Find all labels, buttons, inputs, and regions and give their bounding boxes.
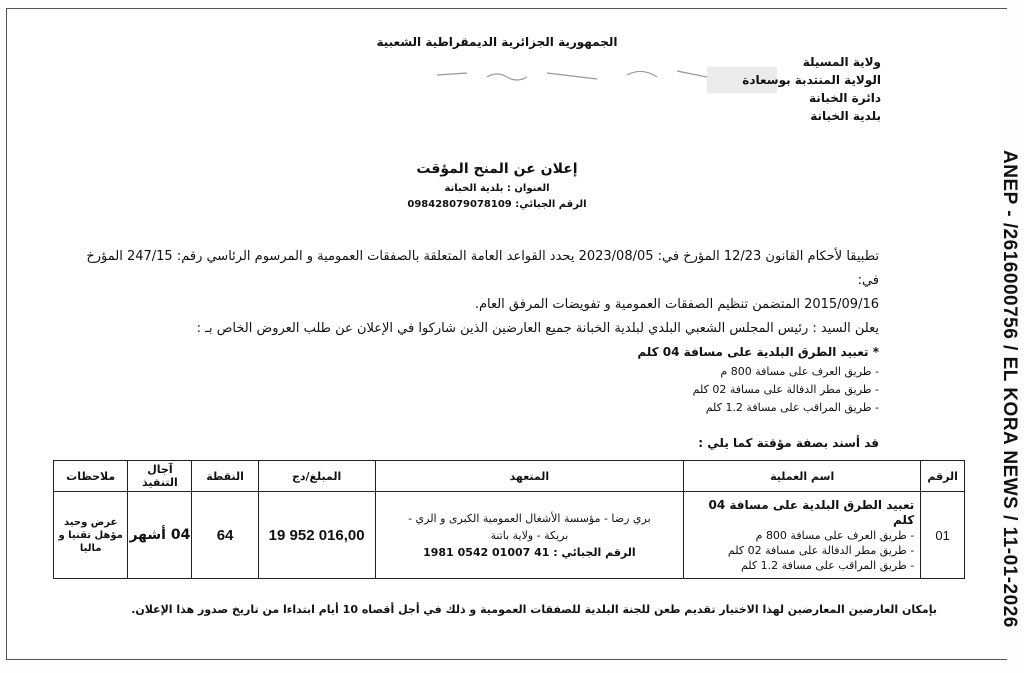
document-page [6, 8, 1007, 660]
body-text [79, 245, 879, 455]
side-stamp-text: ANEP - /2616000756 / EL KORA NEWS / 11-01-2026 [999, 150, 1020, 628]
contractor-line2: بريكة - ولاية باتنة [490, 528, 569, 542]
table-header-row [54, 461, 965, 492]
tender-subitem: - طريق العرف على مسافة 800 م [720, 365, 879, 378]
header-line-daira: دائرة الخبانة [809, 91, 881, 105]
issuer-block [621, 53, 881, 125]
body-paragraph-2: 2015/09/16 المتضمن تنظيم الصفقات العمومية و تفويضات المرفق العام. [474, 297, 879, 312]
col-delay: آجال التنفيذ [128, 461, 192, 492]
award-intro: قد أسند بصفة مؤقتة كما يلي : [698, 436, 879, 450]
page-title: إعلان عن المنح المؤقت [416, 161, 578, 177]
project-main: تعبيد الطرق البلدية على مسافة 04 كلم [708, 497, 915, 527]
contractor-line1: بري رضا - مؤسسة الأشغال العمومية الكبرى و الري - [408, 511, 651, 525]
body-paragraph-1: تطبيقا لأحكام القانون 12/23 المؤرخ في: 2023/08/05 يحدد القواعد العامة المتعلقة بالصفقات العمومية و المرسوم الرئاسي رقم: 247/15 المؤرخ في: [86, 249, 879, 288]
tender-subitem: - طريق المراقب على مسافة 1.2 كلم [705, 401, 879, 414]
cell-contractor [375, 492, 683, 579]
republic-heading: الجمهورية الجزائرية الديمقراطية الشعبية [376, 35, 618, 49]
header-line-delegate: الولاية المنتدبة بوسعادة [742, 73, 881, 87]
side-stamp [991, 150, 1024, 670]
award-table [53, 460, 965, 579]
cell-delay: 04 أشهر [128, 492, 192, 579]
col-score: النقطة [192, 461, 258, 492]
col-notes: ملاحظات [54, 461, 128, 492]
header-line-commune: بلدية الخبانة [810, 109, 881, 123]
footer-notice: بإمكان العارضين المعارضين لهذا الاختيار تقديم طعن للجنة البلدية للصفقات العمومية و ذلك في أجل أقصاه 10 أيام ابتداءا من تاريخ صدور هذا الإعلان. [131, 603, 937, 616]
body-paragraph-3: يعلن السيد : رئيس المجلس الشعبي البلدي لبلدية الخبانة جميع العارضين الذين شاركوا في الإعلان عن طلب العروض الخاص بـ : [196, 321, 879, 336]
cell-score: 64 [192, 492, 258, 579]
amount-value: 19 952 016,00 [268, 526, 365, 544]
project-sub: - طريق المراقب على مسافة 1.2 كلم [740, 558, 915, 572]
col-number: الرقم [921, 461, 965, 492]
table-row [54, 492, 965, 579]
header-line-wilaya: ولاية المسيلة [802, 55, 881, 69]
tender-subitem: - طريق مطر الدفالة على مسافة 02 كلم [692, 383, 879, 396]
cell-amount [258, 492, 375, 579]
cell-project [684, 492, 921, 579]
col-amount: المبلغ/دج [258, 461, 375, 492]
col-project: اسم العملية [684, 461, 921, 492]
contractor-id: الرقم الجبائي : 41 01007 0542 1981 [423, 545, 636, 559]
title-block [307, 161, 687, 210]
project-sub: - طريق مطر الدفالة على مسافة 02 كلم [727, 543, 915, 557]
cell-number: 01 [921, 492, 965, 579]
title-fiscal-number: الرقم الجبائي: 098428079078109 [407, 199, 587, 210]
tender-item: * تعبيد الطرق البلدية على مسافة 04 كلم [637, 345, 879, 359]
project-sub: - طريق العرف على مسافة 800 م [755, 528, 915, 542]
cell-notes: عرض وحيد مؤهل تقنيا و ماليا [54, 492, 128, 579]
col-contractor: المتعهد [375, 461, 683, 492]
title-address: العنوان : بلدية الخبانة [444, 183, 550, 194]
